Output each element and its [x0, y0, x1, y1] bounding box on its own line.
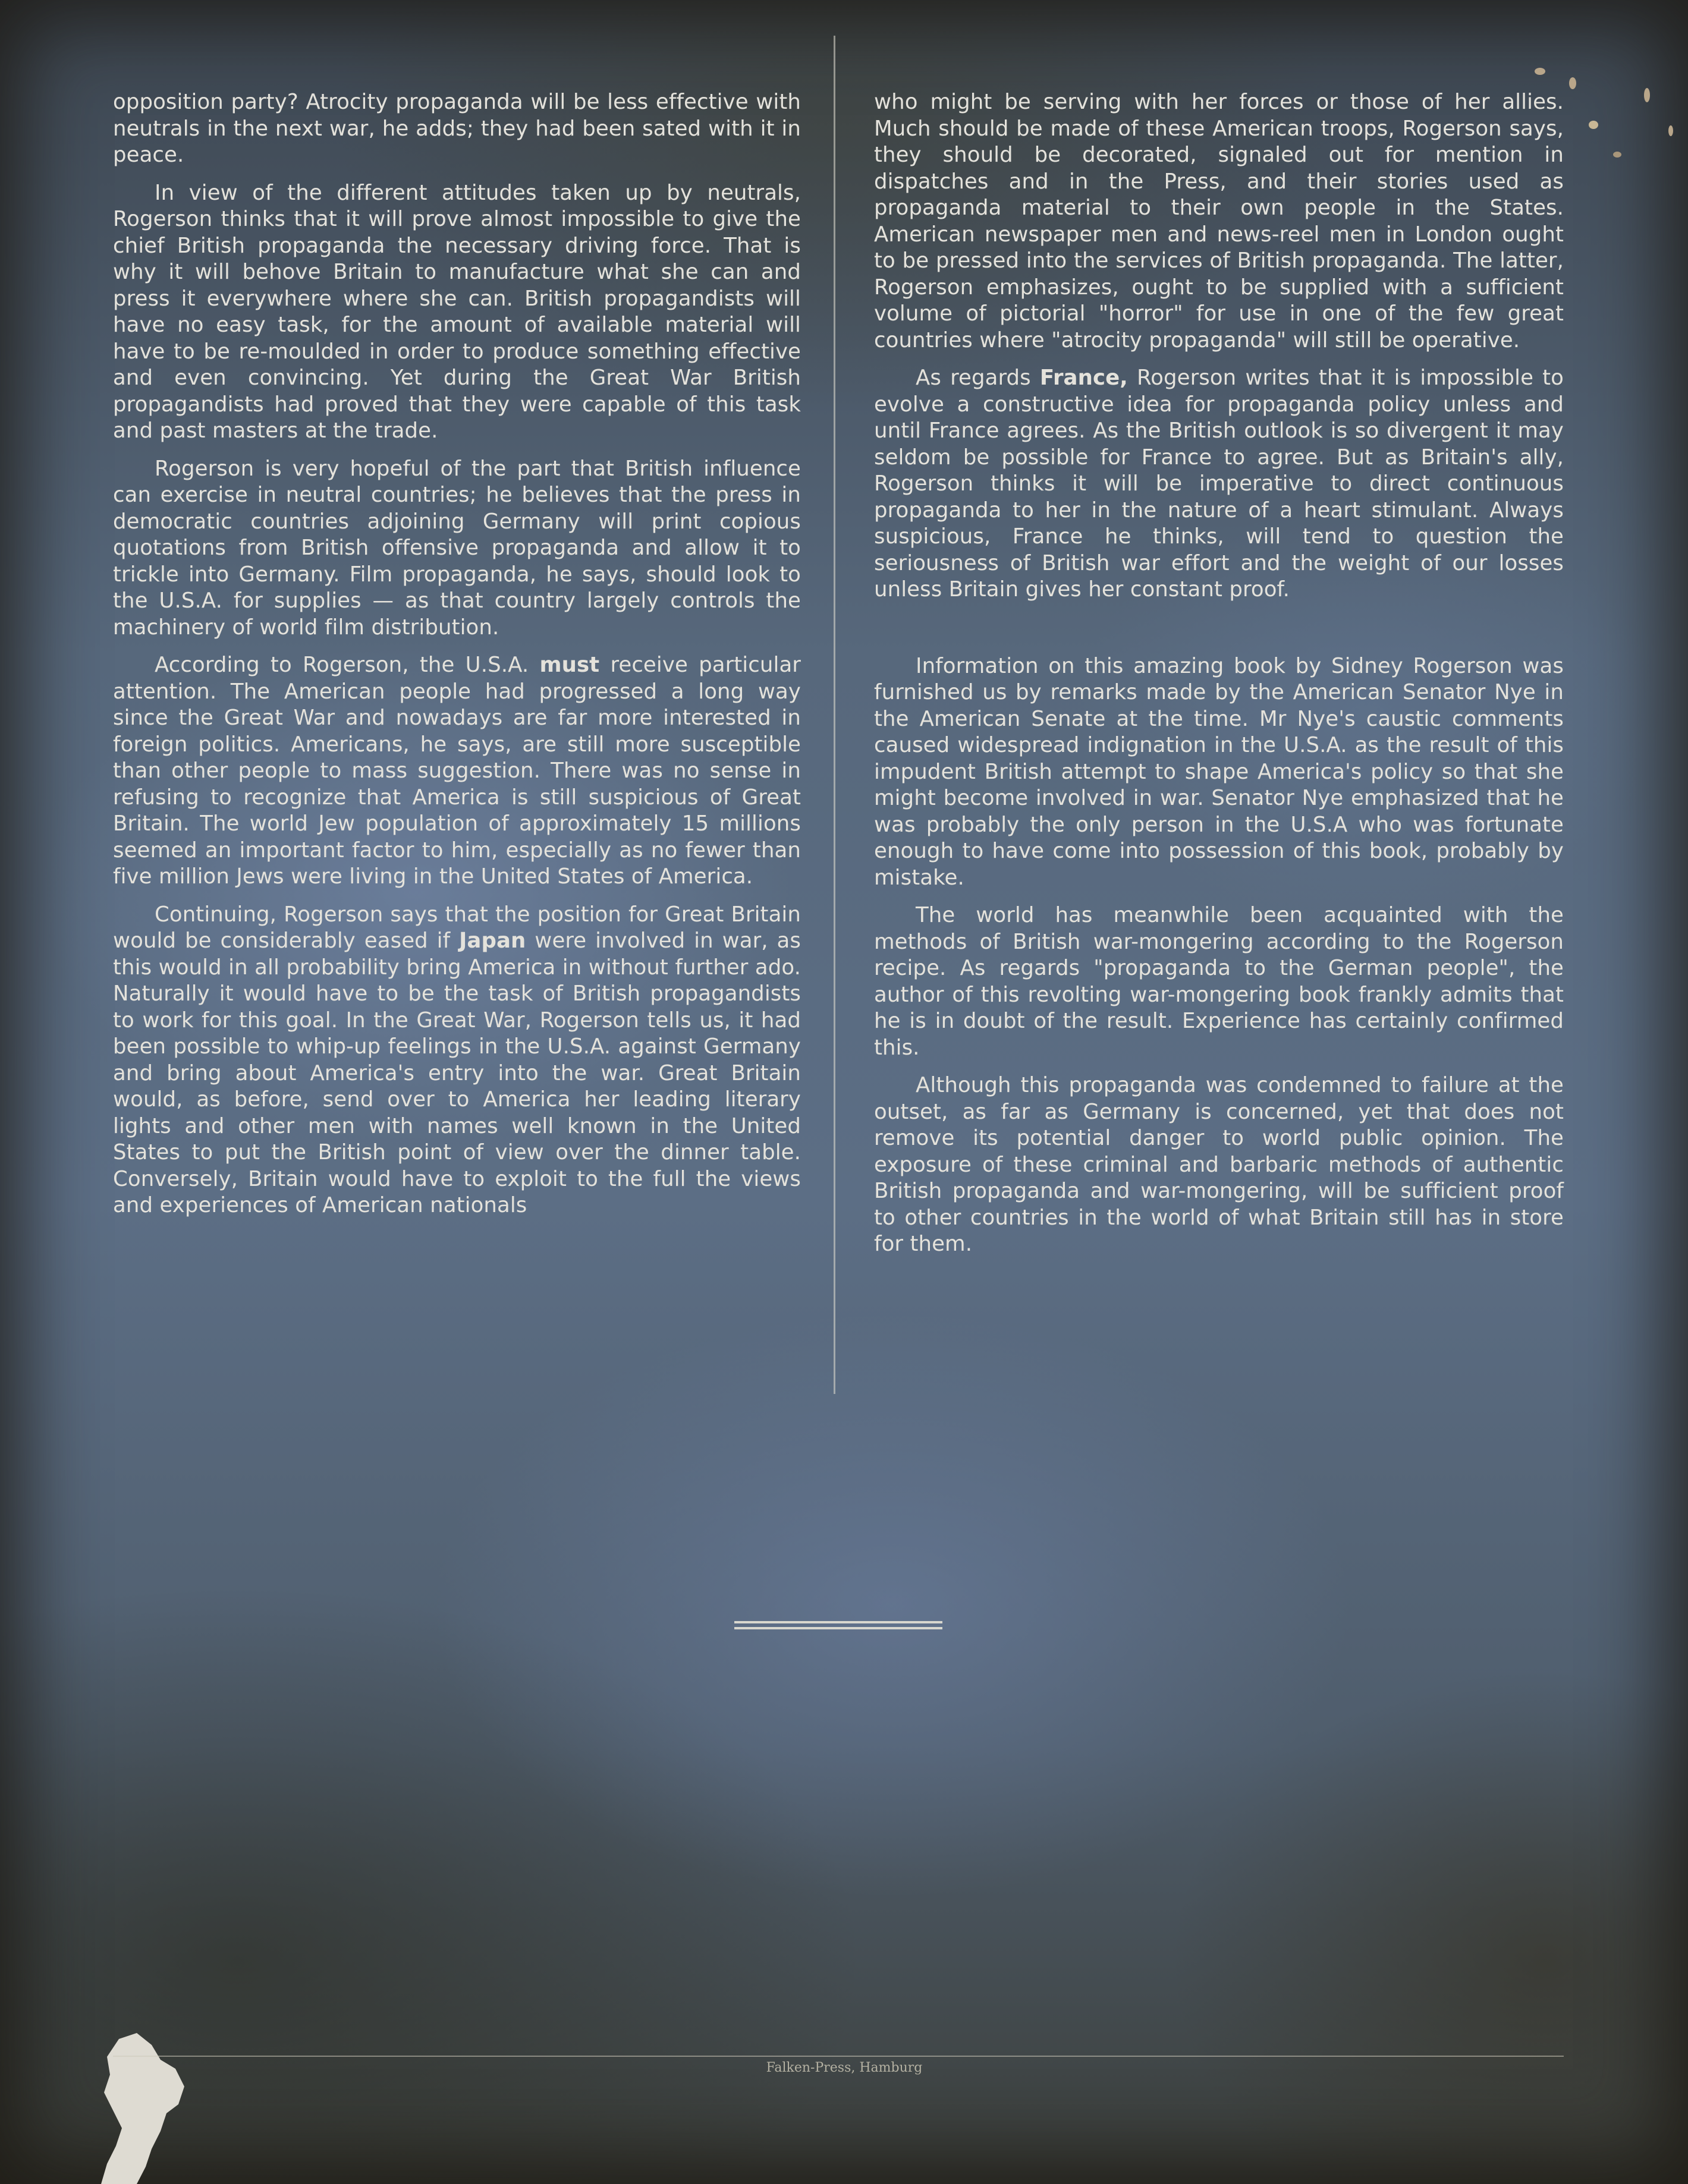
left-paragraph-2: In view of the different attitudes taken up by neutrals, Rogerson thinks that it will prove almost impossible to give the chief British propaganda the necessary driving force. That is why it will behove Britain to manufacture what she can and press it everywhere where she can. British propagandists will have no easy task, for the amount of available material will have to be re-moulded in order to produce something effective and even convincing. Yet during the Great War British propagandists had proved that they were capable of this task and past masters at the trade. [113, 180, 801, 443]
left-paragraph-3: Rogerson is very hopeful of the part that British influence can exercise in neutral countries; he believes that the press in democratic countries adjoining Germany will print copious quotations from British offensive propaganda and allow it to trickle into Germany. Film propaganda, he says, should look to the U.S.A. for supplies — as that country largely controls the machinery of world film distribution. [113, 456, 801, 640]
section-end-ornament [734, 1621, 942, 1631]
right-paragraph-1: who might be serving with her forces or those of her allies. Much should be made of these American troops, Rogerson says, they should be decorated, signaled out for mention in dispatches and in the Press, and their stories used as propaganda material to their own people in the States. American newspaper men and news-reel men in London ought to be pressed into the services of British propaganda. The latter, Rogerson emphasizes, ought to be supplied with a sufficient volume of pictorial "horror" for use in one of the few great countries where "atrocity propaganda" will still be operative. [874, 90, 1564, 353]
right-paragraph-2 [874, 365, 1564, 603]
right-paragraph-4: The world has meanwhile been acquainted with the methods of British war-mongering according to the Rogerson recipe. As regards "propaganda to the German people", the author of this revolting war-mongering book frankly admits that he is in doubt of the result. Experience has certainly confirmed this. [874, 903, 1564, 1060]
left-paragraph-5-text-a: Continuing, Rogerson says that the position for Great Britain would be considerably eased if [113, 902, 801, 953]
ornament-line-top [734, 1621, 942, 1623]
left-paragraph-4-text-a: According to Rogerson, the U.S.A. [155, 653, 540, 677]
left-paragraph-1: opposition party? Atrocity propaganda will be less effective with neutrals in the next war, he adds; they had been sated with it in peace. [113, 90, 801, 167]
printer-imprint: Falken-Press, Hamburg [766, 2060, 923, 2075]
left-paragraph-5 [113, 902, 801, 1219]
right-paragraph-2-emphasis: France, [1039, 366, 1128, 390]
ornament-line-bottom [734, 1627, 942, 1629]
right-paragraph-2-text-b: Rogerson writes that it is impossible to evolve a constructive idea for propaganda policy unless and until France agrees. As the British outlook is so divergent it may seldom be possible for France to agree. But as Britain's ally, Rogerson thinks it will be imperative to direct continuous propaganda to her in the nature of a heart stimulant. Always suspicious, France he thinks, will tend to question the seriousness of British war effort and the weight of our losses unless Britain gives her constant proof. [874, 366, 1564, 602]
footer-rule [113, 2056, 1564, 2057]
left-paragraph-4-emphasis: must [539, 653, 600, 677]
left-paragraph-4 [113, 652, 801, 890]
right-paragraph-2-text-a: As regards [916, 366, 1040, 390]
left-paragraph-5-text-b: were involved in war, as this would in all probability bring America in without further ado. Naturally it would have to be the task of British propagandists to work for this goal. In the Great War, Rogerson tells us, it had been possible to whip-up feelings in the U.S.A. against Germany and bring about America's entry into the war. Great Britain would, as before, send over to America her leading literary lights and other men with names well known in the United States to put the British point of view over the dinner table. Conversely, Britain would have to exploit to the full the views and experiences of American nationals [113, 929, 801, 1217]
column-divider [834, 36, 835, 1394]
left-paragraph-5-emphasis: Japan [459, 929, 526, 953]
right-paragraph-3: Information on this amazing book by Sidney Rogerson was furnished us by remarks made by the American Senator Nye in the American Senate at the time. Mr Nye's caustic comments caused widespread indignation in the U.S.A. as the result of this impudent British attempt to shape America's policy so that she might become involved in war. Senator Nye emphasized that he was probably the only person in the U.S.A who was fortunate enough to have come into possession of this book, probably by mistake. [874, 653, 1564, 890]
right-paragraph-5: Although this propaganda was condemned to failure at the outset, as far as Germany is concerned, yet that does not remove its potential danger to world public opinion. The exposure of these criminal and barbaric methods of authentic British propaganda and war-mongering, will be sufficient proof to other countries in the world of what Britain still has in store for them. [874, 1073, 1564, 1256]
right-column [874, 89, 1564, 1269]
left-paragraph-4-text-b: receive particular attention. The American people had progressed a long way since the Great War and nowadays are far more interested in foreign politics. Americans, he says, are still more susceptible than other people to mass suggestion. There was no sense in refusing to recognize that America is still suspicious of Great Britain. The world Jew population of approximately 15 millions seemed an important factor to him, especially as no fewer than five million Jews were living in the United States of America. [113, 653, 801, 889]
left-column [113, 89, 801, 1231]
